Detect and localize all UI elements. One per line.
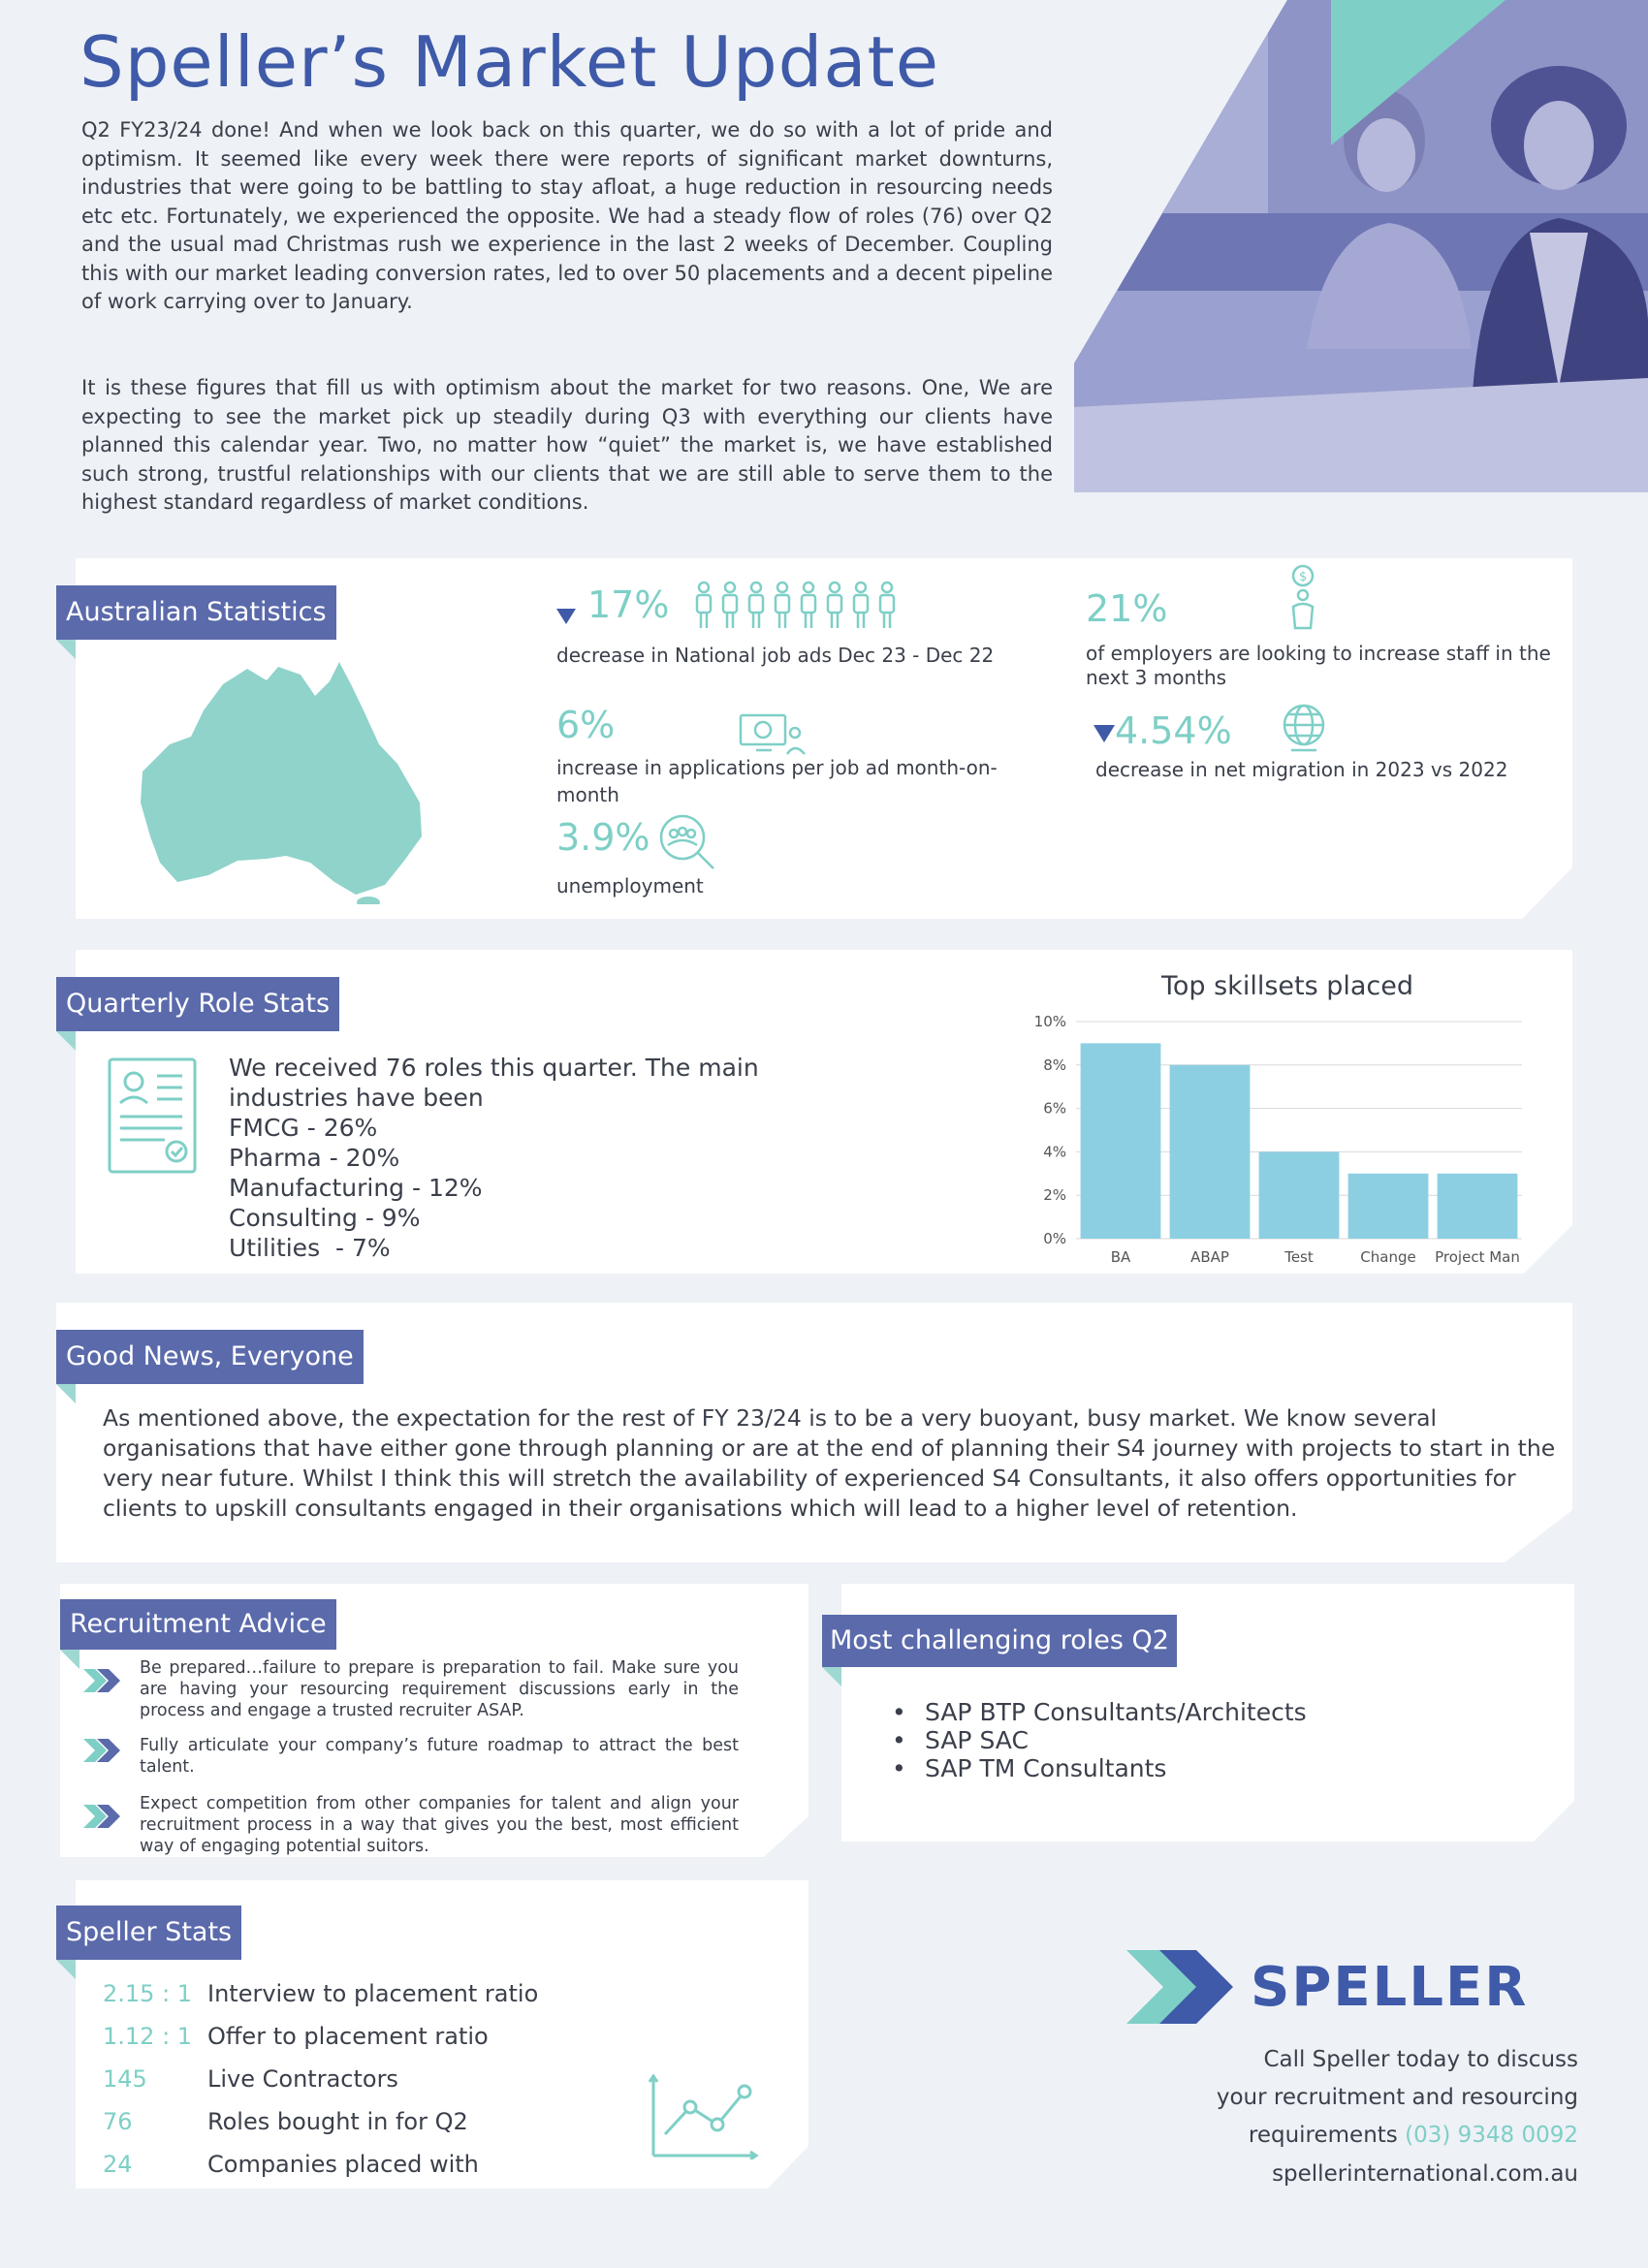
bar (1259, 1151, 1340, 1239)
phone-link[interactable]: (03) 9348 0092 (1405, 2123, 1578, 2148)
advice-item-3: Expect competition from other companies for talent and align your recruitment process in a way that gives you the best, most efficient way of engaging potential suitors. (140, 1794, 739, 1856)
bar (1438, 1174, 1518, 1239)
quarterly-text (229, 1053, 759, 1263)
industry-consulting: Consulting - 9% (229, 1204, 421, 1232)
stat-migration-value: 4.54% (1115, 709, 1232, 752)
stat-row (103, 1979, 538, 2008)
y-tick-label: 2% (1043, 1186, 1066, 1205)
intro-paragraph-2: It is these figures that fill us with optimism about the market for two reasons. One, We are expecting to see the market pick up steadily during Q3 with everything our clients have planned this calendar year. Two, no matter how “quiet” the market is, we have established such strong, trustful relationships with our clients that we are still able to serve them to the highest standard regardless of market conditions. (81, 376, 1053, 514)
tab-tail (822, 1667, 841, 1686)
stat-migration-label: decrease in net migration in 2023 vs 2022 (1095, 758, 1508, 781)
good-news-body: As mentioned above, the expectation for the rest of FY 23/24 is to be a very buoyant, busy market. We know several organisations that have either gone through planning or are at the end of planning their S4 journey with projects to start in the very near future. Whilst I think this will stretch the availability of experienced S4 Consultants, it also offers opportunities for clients to upskill consultants engaged in their organisations which will lead to a higher level of retention. (103, 1404, 1556, 1522)
y-tick-label: 4% (1043, 1143, 1066, 1161)
stat-value: 24 (103, 2151, 133, 2178)
advice-item-1: Be prepared…failure to prepare is preparation to fail. Make sure you are having your resourcing requirement discussions early in the process and engage a trusted recruiter ASAP. (140, 1658, 739, 1720)
stat-job-ads-value: 17% (587, 583, 670, 626)
card-corner-cut (1534, 1801, 1574, 1842)
stat-value: 76 (103, 2108, 133, 2135)
stat-unemployment-label: unemployment (556, 874, 704, 898)
stat-value: 2.15 : 1 (103, 1980, 193, 2007)
quarterly-line: industries have been (229, 1084, 484, 1112)
people-row-icon (694, 580, 909, 632)
x-tick-label: ABAP (1190, 1248, 1229, 1266)
cta-line-2: your recruitment and resourcing (1216, 2085, 1578, 2110)
line-graph-icon (648, 2074, 760, 2159)
advice-item-2: Fully articulate your company’s future roadmap to attract the best talent. (140, 1736, 739, 1777)
stat-row (103, 2150, 479, 2179)
card-corner-cut (768, 2146, 808, 2189)
tab-good-news: Good News, Everyone (56, 1330, 364, 1384)
stat-label: Offer to placement ratio (207, 2023, 489, 2050)
cta-line-1: Call Speller today to discuss (1263, 2047, 1578, 2072)
speller-logo-chevrons (1126, 1950, 1243, 2024)
quarterly-line: We received 76 roles this quarter. The main (229, 1054, 759, 1082)
y-tick-label: 8% (1043, 1055, 1066, 1074)
list-item: • SAP SAC (892, 1726, 1307, 1754)
bar (1081, 1043, 1161, 1239)
australia-map (131, 657, 431, 904)
computer-money-icon (739, 711, 808, 756)
bar (1348, 1174, 1429, 1239)
stat-label: Live Contractors (207, 2065, 398, 2093)
stat-row (103, 2064, 398, 2094)
tab-tail (56, 1384, 76, 1403)
x-tick-label: Change (1360, 1248, 1416, 1266)
stat-job-ads-label: decrease in National job ads Dec 23 - Dec 22 (556, 644, 995, 667)
intro-paragraph-1: Q2 FY23/24 done! And when we look back on this quarter, we do so with a lot of pride and optimism. It seemed like every week there were reports of significant market downturns, industries that were going to be battling to stay afloat, a huge reduction in resourcing needs etc etc. Fortunately, we experienced the opposite. We had a steady flow of roles (76) over Q2 and the usual mad Christmas rush we experience in the last 2 weeks of December. Coupling this with our market leading conversion rates, led to over 50 placements and a decent pipeline of work carrying over to January. (81, 118, 1053, 313)
cta-text: requirements (1248, 2123, 1406, 2148)
stat-label: Companies placed with (207, 2151, 479, 2178)
stat-row (103, 2107, 468, 2136)
down-triangle-icon (1093, 725, 1115, 742)
list-item: • SAP TM Consultants (892, 1754, 1307, 1782)
cta-line-3 (1249, 2123, 1578, 2148)
stat-value: 145 (103, 2065, 147, 2093)
bar (1170, 1065, 1251, 1239)
stat-label: Roles bought in for Q2 (207, 2108, 468, 2135)
y-tick-label: 0% (1043, 1230, 1066, 1247)
stat-employers-label: of employers are looking to increase staff in the next 3 months (1086, 642, 1551, 689)
tab-most-challenging-roles: Most challenging roles Q2 (822, 1615, 1177, 1667)
x-tick-label: BA (1110, 1248, 1131, 1266)
stat-label: Interview to placement ratio (207, 1980, 539, 2007)
y-tick-label: 6% (1043, 1099, 1066, 1118)
stat-employers-value: 21% (1086, 587, 1168, 630)
chart-title: Top skillsets placed (1160, 971, 1414, 1001)
stat-applications-value: 6% (556, 704, 616, 746)
tab-tail (60, 1650, 79, 1669)
stat-unemployment-value: 3.9% (556, 816, 650, 859)
globe-icon (1278, 702, 1330, 754)
tab-tail (56, 1960, 76, 1979)
stat-row (103, 2022, 489, 2051)
tab-tail (56, 1031, 76, 1051)
tab-australian-statistics: Australian Statistics (56, 585, 336, 640)
hero-photo (1074, 0, 1648, 492)
card-corner-cut (764, 1816, 808, 1857)
skillsets-bar-chart (1008, 1004, 1532, 1272)
tab-tail (56, 640, 76, 659)
industry-fmcg: FMCG - 26% (229, 1114, 378, 1142)
tab-quarterly-role-stats: Quarterly Role Stats (56, 977, 339, 1031)
svg-text:$: $ (1299, 570, 1308, 584)
down-triangle-icon (556, 609, 576, 624)
y-tick-label: 10% (1033, 1013, 1066, 1030)
list-item: • SAP BTP Consultants/Architects (892, 1698, 1307, 1726)
x-tick-label: Test (1284, 1248, 1314, 1266)
tab-recruitment-advice: Recruitment Advice (60, 1599, 336, 1650)
speller-logo-text: SPELLER (1251, 1956, 1529, 2019)
challenging-roles-list (892, 1698, 1307, 1782)
chevron-bullet-icon (83, 1669, 122, 1692)
person-dollar-icon (1287, 564, 1318, 630)
document-checklist-icon (107, 1056, 198, 1175)
industry-utilities: Utilities - 7% (229, 1234, 391, 1262)
chevron-bullet-icon (83, 1739, 122, 1762)
chevron-bullet-icon (83, 1805, 122, 1828)
website-link[interactable]: spellerinternational.com.au (1272, 2161, 1578, 2187)
x-tick-label: Project Man (1435, 1248, 1520, 1266)
stat-value: 1.12 : 1 (103, 2023, 193, 2050)
industry-manufacturing: Manufacturing - 12% (229, 1174, 483, 1202)
page-title: Speller’s Market Update (79, 21, 940, 103)
tab-speller-stats: Speller Stats (56, 1906, 241, 1960)
industry-pharma: Pharma - 20% (229, 1144, 400, 1172)
magnify-people-icon (657, 812, 719, 870)
stat-applications-label: increase in applications per job ad month-on-month (556, 756, 998, 806)
card-corner-cut (1522, 867, 1572, 919)
